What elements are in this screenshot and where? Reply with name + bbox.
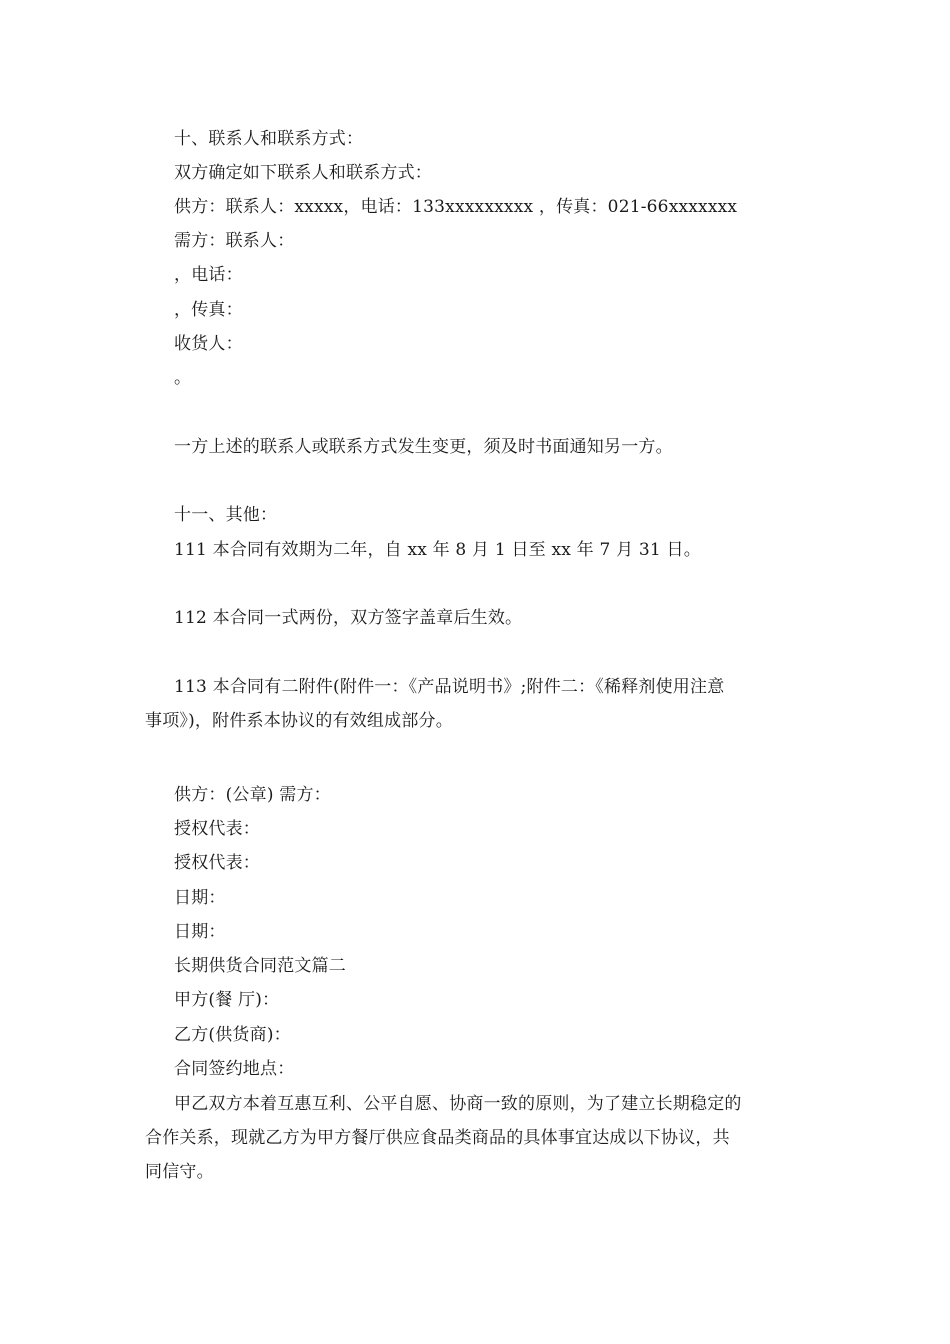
- signature-authorized-rep-2: 授权代表：: [174, 853, 260, 873]
- text-line-phone: ，电话：: [174, 265, 243, 285]
- text-line-fax: ，传真：: [174, 300, 243, 320]
- signature-date-1: 日期：: [174, 888, 226, 908]
- text-line-receiver: 收货人：: [174, 334, 243, 354]
- signing-location: 合同签约地点：: [174, 1059, 295, 1079]
- party-a: 甲方(餐 厅)：: [174, 990, 280, 1010]
- signature-date-2: 日期：: [174, 922, 226, 942]
- preamble-line-3: 同信守。: [145, 1162, 214, 1182]
- text-line-supplier-contact: 供方：联系人：xxxxx，电话：133xxxxxxxxx ，传真：021-66xxxxxxx: [174, 197, 738, 217]
- document-title-part-two: 长期供货合同范文篇二: [174, 956, 346, 976]
- signature-authorized-rep-1: 授权代表：: [174, 819, 260, 839]
- text-line-period: 。: [174, 368, 192, 388]
- clause-112: 112 本合同一式两份，双方签字盖章后生效。: [174, 608, 523, 628]
- text-line-buyer-contact: 需方：联系人：: [174, 231, 295, 251]
- section-heading-other: 十一、其他：: [174, 505, 278, 525]
- text-line: 双方确定如下联系人和联系方式：: [174, 163, 432, 183]
- clause-113-continued: 事项》)，附件系本协议的有效组成部分。: [145, 711, 453, 731]
- clause-111: 111 本合同有效期为二年，自 xx 年 8 月 1 日至 xx 年 7 月 31 日。: [174, 540, 701, 560]
- section-heading-contacts: 十、联系人和联系方式：: [174, 129, 364, 149]
- preamble-line-1: 甲乙双方本着互惠互利、公平自愿、协商一致的原则，为了建立长期稳定的: [174, 1094, 742, 1114]
- signature-parties: 供方：(公章) 需方：: [174, 785, 331, 805]
- text-line-change-notice: 一方上述的联系人或联系方式发生变更，须及时书面通知另一方。: [174, 437, 673, 457]
- party-b: 乙方(供货商)：: [174, 1025, 291, 1045]
- clause-113: 113 本合同有二附件(附件一：《产品说明书》;附件二：《稀释剂使用注意: [174, 677, 725, 697]
- preamble-line-2: 合作关系，现就乙方为甲方餐厅供应食品类商品的具体事宜达成以下协议，共: [145, 1128, 730, 1148]
